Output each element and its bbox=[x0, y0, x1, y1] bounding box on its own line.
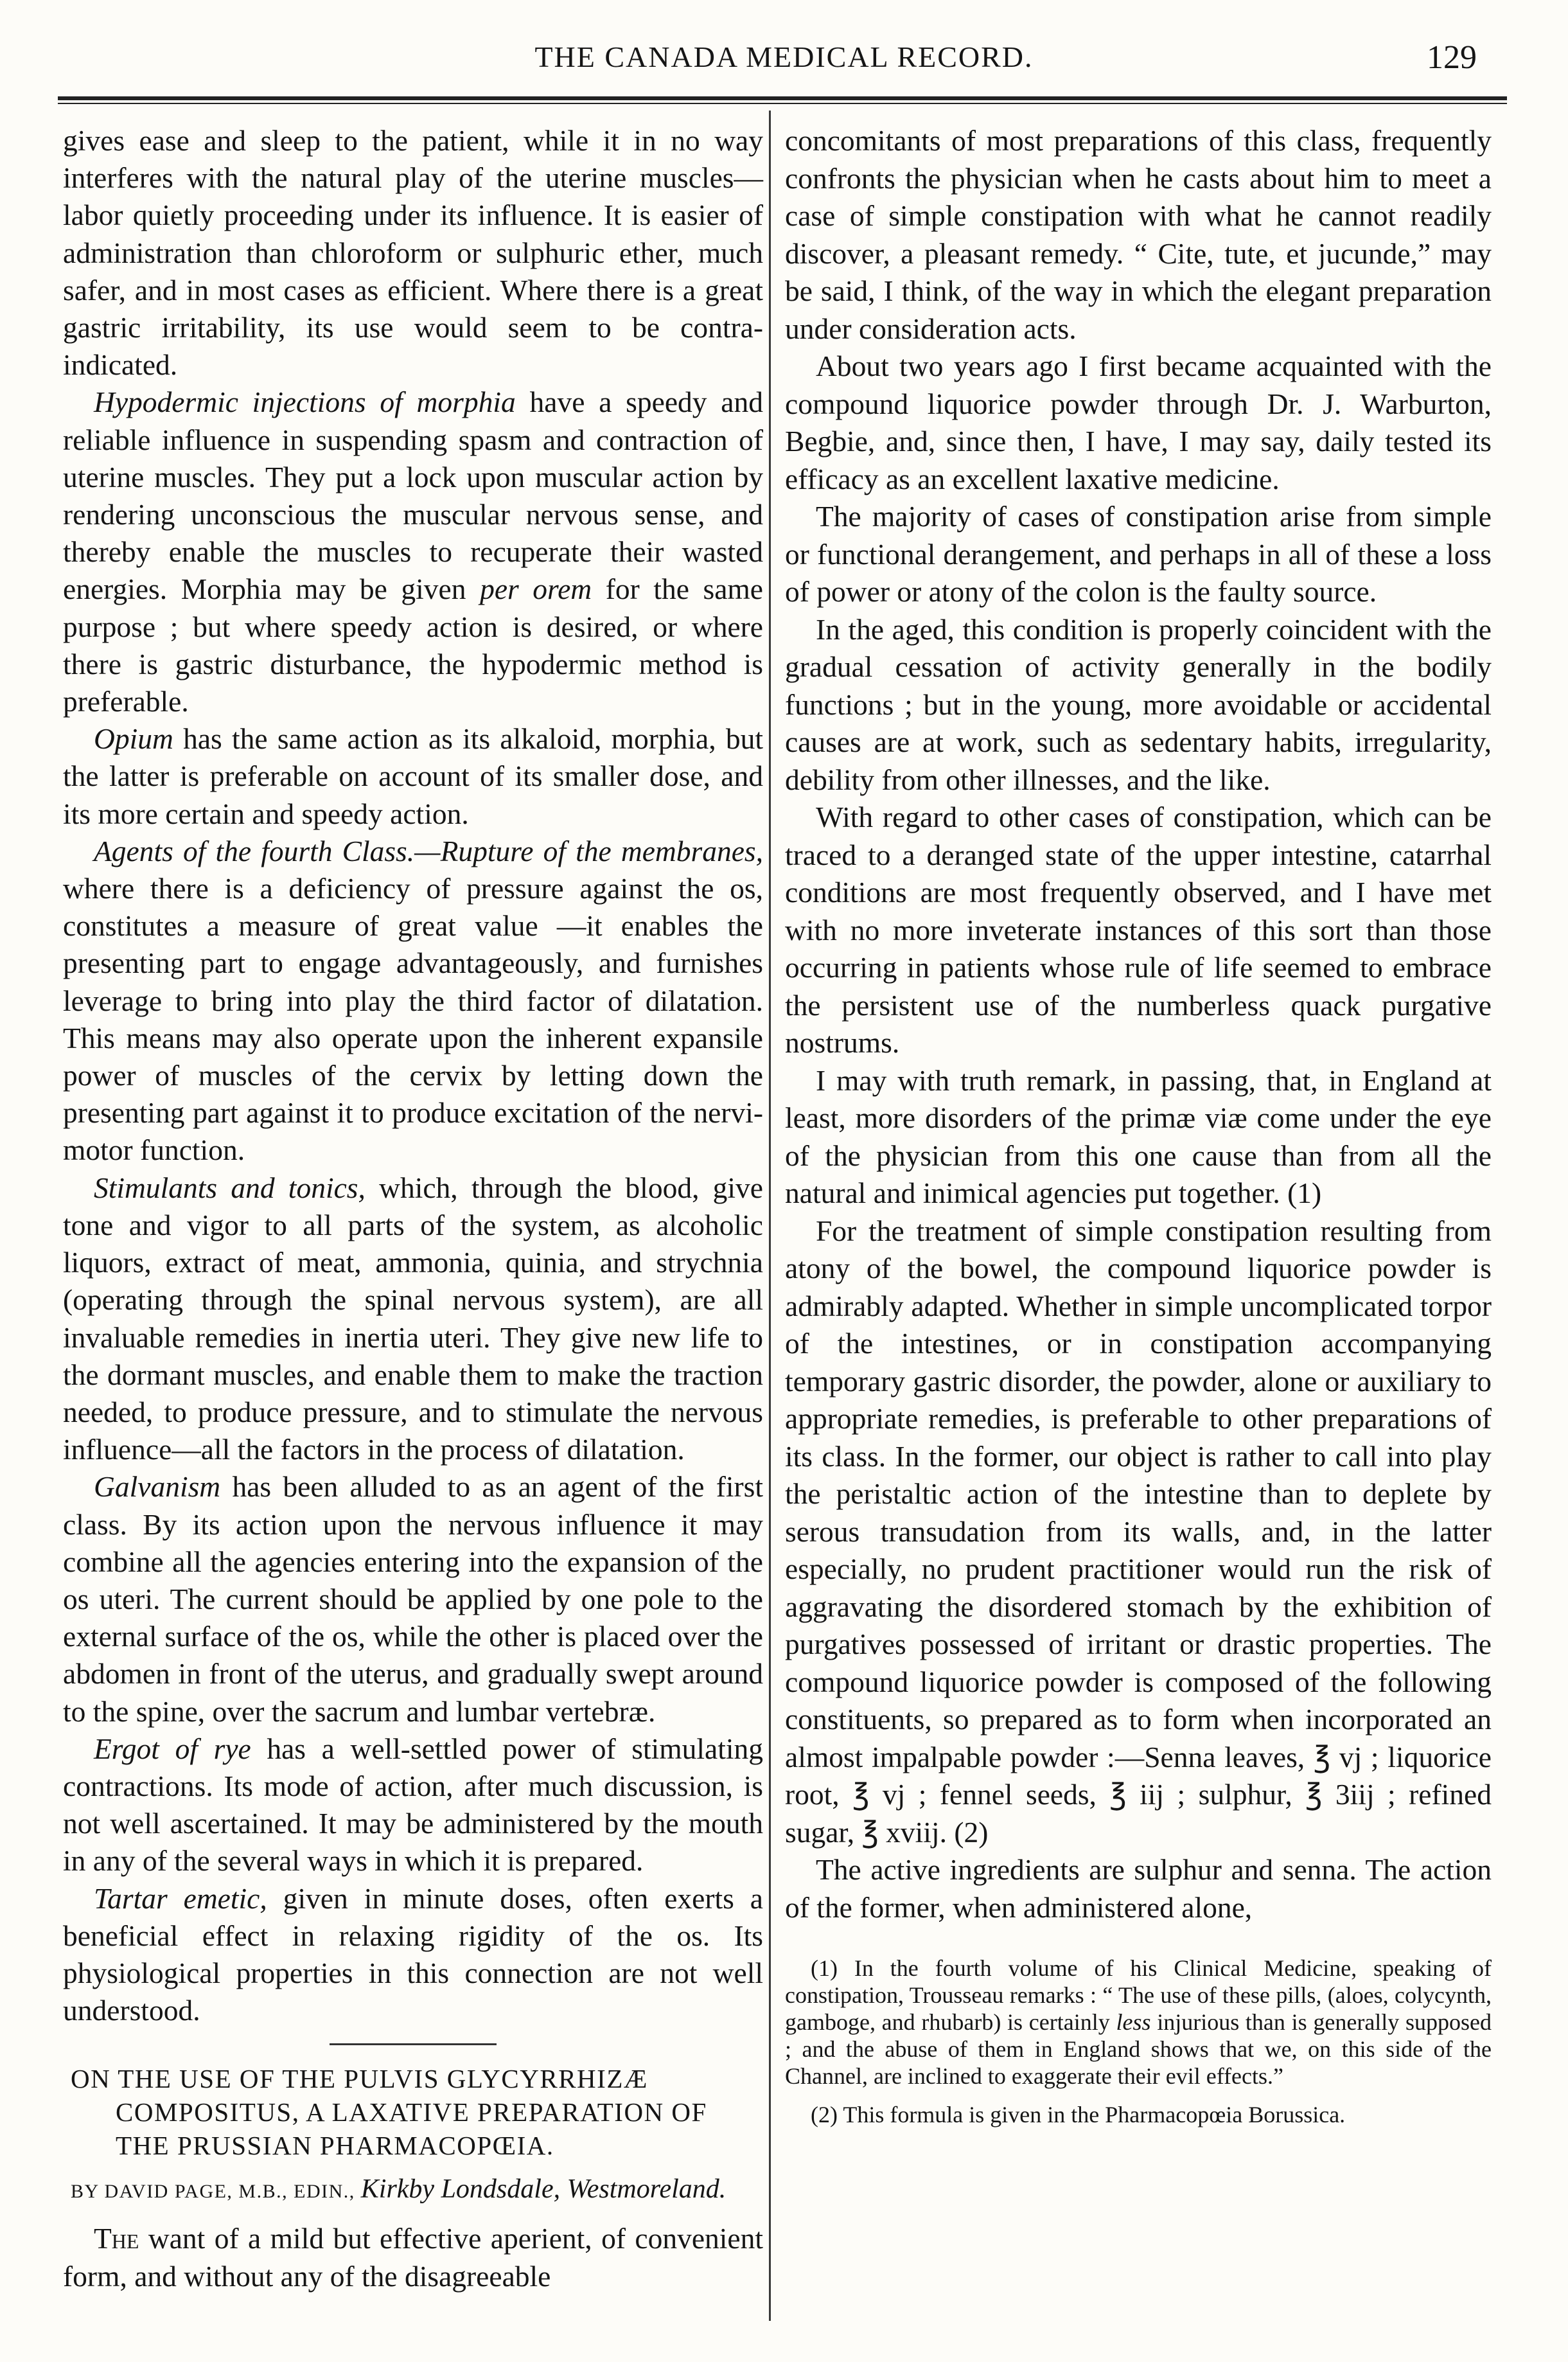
paragraph: Tartar emetic, given in minute doses, often exerts a beneficial effect in relaxing rigidity of the os. Its physiological properties in this connection are not well understood. bbox=[63, 1881, 764, 2027]
paragraph: In the aged, this condition is properly coincident with the gradual cessation of activity generally in the bodily functions ; but in the young, more avoidable or accidental causes are at work, such as sedentary habits, irregularity, debility from other illnesses, and the like. bbox=[785, 612, 1492, 796]
article-title: ON THE USE OF THE PULVIS GLYCYRRHIZÆ COMPOSITUS, A LAXATIVE PREPARATION OF THE PRUSSIAN PHARMACOPŒIA. bbox=[71, 2064, 707, 2161]
footnote: (1) In the fourth volume of his Clinical Medicine, speaking of constipation, Trousseau remarks : “ The use of these pills, (aloes, colycynth, gamboge, and rhubarb) is certainly less injurious than is generally supposed ; and the abuse of them in England shows that we, on this side of the Channel, are inclined to exaggerate their evil effects.” bbox=[785, 1955, 1492, 2089]
paragraph: gives ease and sleep to the patient, while it in no way interferes with the natural play of the uterine muscles—labor quietly proceeding under its influence. It is easier of administration than chloroform or sulphuric ether, much safer, and in most cases as efficient. Where there is a great gastric irritability, its use would seem to be contra-indicated. bbox=[63, 124, 763, 382]
left-column bbox=[63, 122, 763, 2295]
running-title: THE CANADA MEDICAL RECORD. bbox=[534, 40, 1034, 73]
italic-heading: Hypodermic injections of morphia bbox=[94, 386, 516, 419]
paragraph: The active ingredients are sulphur and senna. The action of the former, when administered alone, bbox=[785, 1853, 1492, 1924]
italic-heading: Opium bbox=[94, 722, 173, 756]
italic-heading: Ergot of rye bbox=[94, 1732, 251, 1765]
header-rule-thick bbox=[58, 96, 1507, 100]
italic-heading: Agents of the fourth Class.—Rupture of the membranes, bbox=[94, 834, 763, 867]
footnote-separator bbox=[785, 1942, 1492, 1943]
author-byline: BY DAVID PAGE, M.B., EDIN., Kirkby Londsdale, Westmoreland. bbox=[71, 2174, 727, 2205]
article-opening-paragraph: The want of a mild but effective aperient, of convenient form, and without any of the disagreeable bbox=[63, 2222, 763, 2293]
section-rule bbox=[330, 2043, 497, 2045]
paragraph: The majority of cases of constipation arise from simple or functional derangement, and perhaps in all of these a loss of power or atony of the colon is the faulty source. bbox=[785, 500, 1492, 608]
right-column bbox=[785, 122, 1492, 2140]
paragraph: About two years ago I first became acquainted with the compound liquorice powder through Dr. J. Warburton, Begbie, and, since then, I have, I may say, daily tested its efficacy as an excellent laxative medicine. bbox=[785, 350, 1492, 495]
paragraph: Ergot of rye has a well-settled power of stimulating contractions. Its mode of action, after much discussion, is not well ascertained. It may be administered by the mouth in any of the several ways in which it is prepared. bbox=[63, 1732, 763, 1878]
paragraph: Hypodermic injections of morphia have a speedy and reliable influence in suspending spasm and contraction of uterine muscles. They put a lock upon muscular action by rendering unconscious the muscular nervous sense, and thereby enable the muscles to recuperate their wasted energies. Morphia may be given per orem for the same purpose ; but where speedy action is desired, or where there is gastric disturbance, the hypodermic method is preferable. bbox=[63, 386, 763, 718]
paragraph: Galvanism has been alluded to as an agent of the first class. By its action upon the nervous influence it may combine all the agencies entering into the expansion of the os uteri. The current should be applied by one pole to the external surface of the os, while the other is placed over the abdomen in front of the uterus, and gradually swept around to the spine, over the sacrum and lumbar vertebræ. bbox=[63, 1470, 763, 1728]
header-rule-thin bbox=[58, 103, 1507, 104]
italic-heading: Tartar emetic, bbox=[94, 1881, 267, 1915]
page-number: 129 bbox=[1427, 39, 1477, 76]
paragraph: For the treatment of simple constipation resulting from atony of the bowel, the compound liquorice powder is admirably adapted. Whether in simple uncomplicated torpor of the intestines, or in constipation accompanying temporary gastric disorder, the powder, alone or auxiliary to appropriate remedies, is preferable to other preparations of its class. In the former, our object is rather to call into play the peristaltic action of the intestine than to deplete by serous transudation from its walls, and, in the latter especially, no prudent practitioner would run the risk of aggravating the disordered stomach by the exhibition of purgatives possessed of irritant or drastic properties. The compound liquorice powder is composed of the following constituents, so prepared as to form when incorporated an almost impalpable powder :—Senna leaves, ℥ vj ; liquorice root, ℥ vj ; fennel seeds, ℥ iij ; sulphur, ℥ 3iij ; refined sugar, ℥ xviij. (2) bbox=[785, 1214, 1492, 1849]
paragraph: I may with truth remark, in passing, that, in England at least, more disorders of the primæ viæ come under the eye of the physician from this one cause than from all the natural and inimical agencies put together. (1) bbox=[785, 1063, 1492, 1209]
paragraph: Stimulants and tonics, which, through the blood, give tone and vigor to all parts of the system, as alcoholic liquors, extract of meat, ammonia, quinia, and strychnia (operating through the spinal nervous system), are all invaluable remedies in inertia uteri. They give new life to the dormant muscles, and enable them to make the traction needed, to produce pressure, and to stimulate the nervous influence—all the factors in the process of dilatation. bbox=[63, 1171, 763, 1466]
paragraph: concomitants of most preparations of this class, frequently confronts the physician when he casts about him to meet a case of simple constipation with what he cannot readily discover, a pleasant remedy. “ Cite, tute, et jucunde,” may be said, I think, of the way in which the elegant preparation under consideration acts. bbox=[785, 124, 1492, 345]
paragraph: Agents of the fourth Class.—Rupture of the membranes, where there is a deficiency of pressure against the os, constitutes a measure of great value —it enables the presenting part to engage advantageously, and furnishes leverage to bring into play the third factor of dilatation. This means may also operate upon the inherent expansile power of muscles of the cervix by letting down the presenting part against it to produce excitation of the nervi-motor function. bbox=[63, 834, 763, 1167]
paragraph: Opium has the same action as its alkaloid, morphia, but the latter is preferable on account of its smaller dose, and its more certain and speedy action. bbox=[63, 722, 763, 830]
column-divider bbox=[769, 111, 771, 2321]
italic-heading: Galvanism bbox=[94, 1470, 221, 1504]
footnote: (2) This formula is given in the Pharmacopœia Borussica. bbox=[811, 2102, 1346, 2127]
italic-heading: Stimulants and tonics, bbox=[94, 1171, 366, 1204]
paragraph: With regard to other cases of constipation, which can be traced to a deranged state of the upper intestine, catarrhal conditions are most frequently observed, and I have met with no more inveterate instances of this sort than those occurring in patients whose rule of life seemed to embrace the persistent use of the numberless quack purgative nostrums. bbox=[785, 801, 1492, 1059]
